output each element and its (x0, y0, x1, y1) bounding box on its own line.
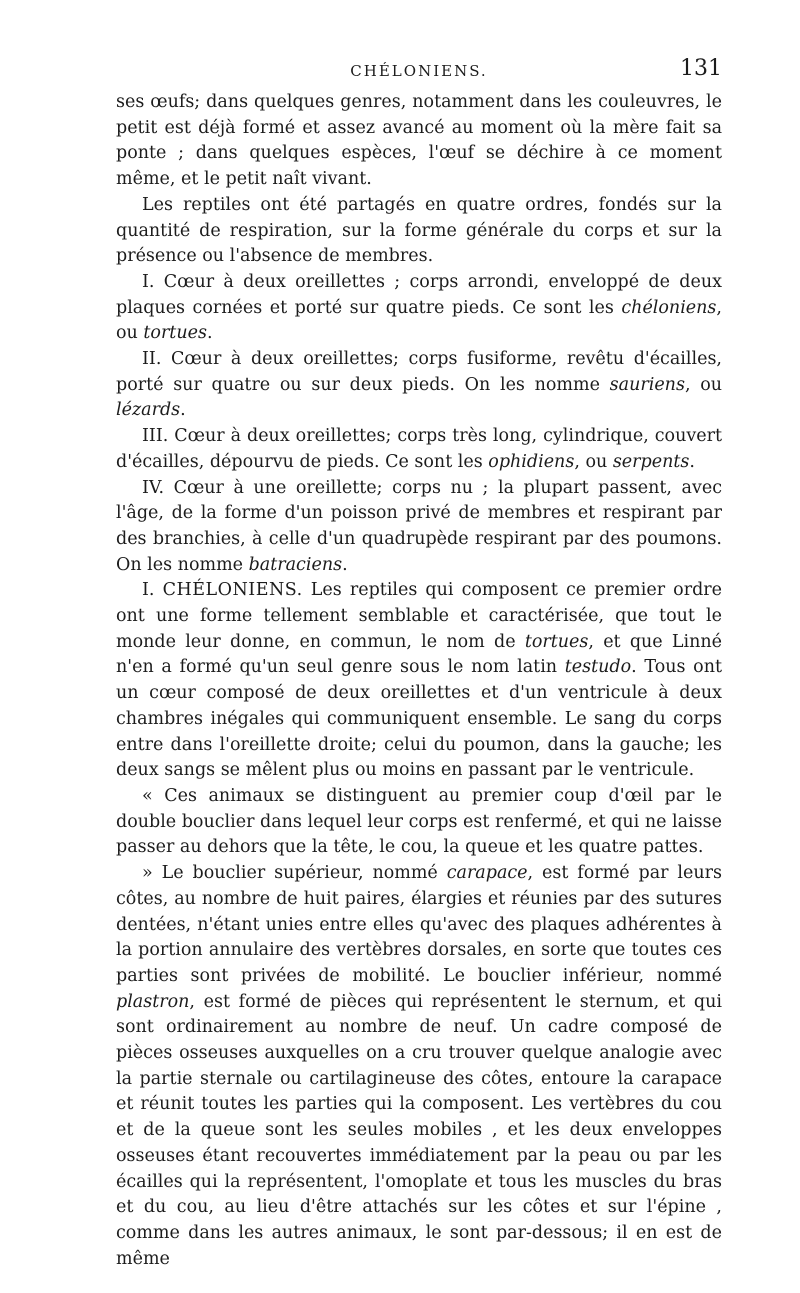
term-carapace: carapace (446, 863, 528, 884)
order-2-end: . (180, 400, 186, 421)
order-2-text: II. Cœur à deux oreillettes; corps fusiforme, revêtu d'écailles, porté sur quatre ou sur deux pieds. On les nomme (116, 349, 722, 395)
term-cheloniens: chéloniens (621, 297, 717, 318)
order-4-end: . (342, 554, 348, 575)
paragraph-continuation: ses œufs; dans quelques genres, notamment dans les couleuvres, le petit est déjà formé et assez avancé au moment où la mère fait sa ponte ; dans quelques espèces, l'œuf se déchire à ce moment même, et le petit naît vivant. (116, 92, 722, 190)
section-heading: CHÉLONIENS. (162, 580, 303, 601)
paragraph-cheloniens-section (116, 578, 722, 784)
running-title: CHÉLONIENS. (350, 62, 488, 80)
section-number: I. (142, 580, 163, 601)
paragraph-quote-start: « Ces animaux se distinguent au premier coup d'œil par le double bouclier dans lequel leur corps est renfermé, et qui ne laisse passer au dehors que la tête, le cou, la queue et les quatre pattes. (116, 785, 722, 858)
paragraph-order-2 (116, 347, 722, 424)
section-text-3: . Tous ont un cœur composé de deux oreillettes et d'un ventricule à deux chambres inégales qui communiquent ensemble. Le sang du corps entre dans l'oreillette droite; celui du poumon, dans la gauche; les deux sangs se mêlent plus ou moins en passant par le ventricule. (116, 657, 723, 781)
body-text (116, 90, 722, 1272)
term-tortues-2: tortues (524, 631, 589, 652)
page-number: 131 (680, 56, 722, 81)
page-header (116, 56, 722, 90)
order-1-text: I. Cœur à deux oreillettes ; corps arrondi, enveloppé de deux plaques cornées et porté sur quatre pieds. Ce sont les (116, 271, 722, 318)
term-batraciens: batraciens (248, 554, 343, 575)
order-1-sep: , ou (116, 297, 722, 344)
carapace-text-2: , est formé par leurs côtes, au nombre de huit paires, élargies et réunies par des sutures dentées, n'étant unies entre elles qu'avec des plaques adhérentes à la portion annulaire des vertèbres dorsales, en sorte que toutes ces parties sont privées de mobilité. Le bouclier inférieur, nommé (116, 863, 722, 986)
term-serpents: serpents (612, 451, 690, 472)
section-text-1: Les reptiles qui composent ce premier ordre ont une forme tellement semblable et caractérisée, que tout le monde leur donne, en commun, le nom de (116, 580, 722, 652)
paragraph-orders-intro: Les reptiles ont été partagés en quatre ordres, fondés sur la quantité de respiration, sur la forme générale du corps et sur la présence ou l'absence de membres. (116, 194, 722, 267)
order-3-sep: , ou (574, 451, 613, 472)
paragraph-order-1 (116, 270, 722, 347)
term-testudo: testudo (564, 657, 632, 678)
order-3-end: . (689, 451, 695, 472)
term-tortues: tortues (143, 323, 207, 344)
term-plastron: plastron (116, 991, 190, 1012)
order-1-end: . (206, 323, 213, 344)
carapace-text-1: » Le bouclier supérieur, nommé (142, 863, 447, 884)
section-text-2: , et que Linné n'en a formé qu'un seul genre sous le nom latin (116, 631, 722, 678)
paragraph-order-3 (116, 424, 722, 475)
paragraph-carapace (116, 861, 722, 1272)
term-sauriens: sauriens (609, 374, 685, 395)
paragraph-order-4 (116, 476, 722, 579)
order-4-text: IV. Cœur à une oreillette; corps nu ; la plupart passent, avec l'âge, de la forme d'un poisson privé de membres et respirant par des branchies, à celle d'un quadrupède respirant par des poumons. On les nomme (116, 477, 722, 575)
order-3-text: III. Cœur à deux oreillettes; corps très long, cylindrique, couvert d'écailles, dépourvu de pieds. Ce sont les (116, 426, 722, 472)
carapace-text-3: , est formé de pièces qui représentent le sternum, et qui sont ordinairement au nombre de neuf. Un cadre composé de pièces osseuses auxquelles on a cru trouver quelque analogie avec la partie sternale ou cartilagineuse des côtes, entoure la carapace et réunit toutes les parties qui la composent. Les vertèbres du cou et de la queue sont les seules mobiles , et les deux enveloppes osseuses étant recouvertes immédiatement par la peau ou par les écailles qui la représentent, l'omoplate et tous les muscles du bras et du cou, au lieu d'être attachés sur les côtes et sur l'épine , comme dans les autres animaux, le sont par-dessous; il en est de même (116, 991, 722, 1269)
book-page (116, 56, 722, 1272)
term-ophidiens: ophidiens (488, 451, 575, 472)
order-2-sep: , ou (684, 374, 723, 395)
term-lezards: lézards (116, 400, 181, 421)
